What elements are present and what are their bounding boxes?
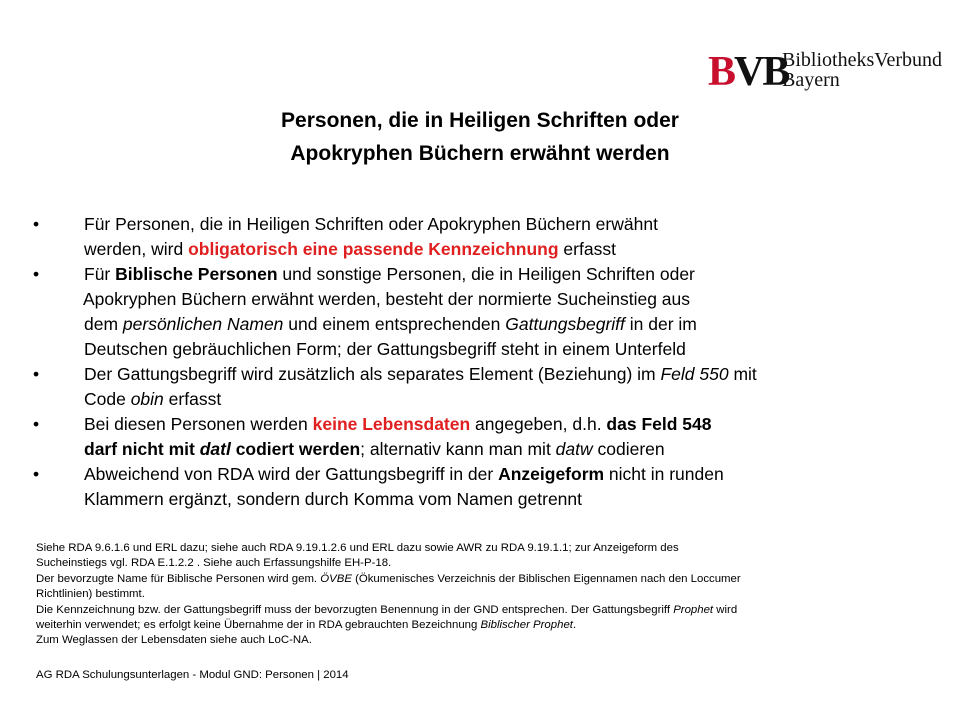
- footer-text: AG RDA Schulungsunterlagen - Modul GND: Personen | 2014: [36, 669, 349, 681]
- italic-text: Feld 550: [660, 364, 729, 384]
- bvb-logo: [708, 48, 948, 96]
- text: Der Gattungsbegriff wird zusätzlich als separates Element (Beziehung) im: [84, 364, 661, 384]
- text: in der im: [624, 314, 697, 334]
- bullet-marker: •: [33, 414, 40, 434]
- text: und sonstige Personen, die in Heiligen Schriften oder: [277, 264, 695, 284]
- bold-text: das Feld 548: [606, 414, 712, 434]
- text: und einem entsprechenden: [283, 314, 506, 334]
- bullet-marker: •: [33, 214, 40, 234]
- text: Die Kennzeichnung bzw. der Gattungsbegriff muss der bevorzugten Benennung in der GND entsprechen. Der Gattungsbegriff: [36, 603, 674, 616]
- title-line-1: Personen, die in Heiligen Schriften oder: [281, 109, 679, 132]
- italic-text: ÖVBE: [320, 572, 352, 585]
- bold-italic-text: datl: [199, 439, 231, 459]
- italic-text: Gattungsbegriff: [505, 314, 625, 334]
- page-title: [0, 104, 960, 170]
- bold-text: Anzeigeform: [498, 464, 605, 484]
- text: Für: [84, 264, 116, 284]
- bullet-marker: •: [33, 464, 40, 484]
- italic-text: datw: [555, 439, 593, 459]
- bullet-1-line-1: Für Personen, die in Heiligen Schriften oder Apokryphen Büchern erwähnt: [84, 214, 658, 234]
- bullet-2-line-2: Apokryphen Büchern erwähnt werden, besteht der normierte Sucheinstieg aus: [83, 289, 691, 309]
- bullet-5-line-1: [84, 462, 930, 487]
- bold-text: Biblische Personen: [115, 264, 278, 284]
- text: codieren: [592, 439, 665, 459]
- bullet-2-line-4: Deutschen gebräuchlichen Form; der Gattungsbegriff steht in einem Unterfeld: [84, 339, 686, 359]
- bullet-2-line-1: [84, 262, 930, 287]
- text: wird: [713, 603, 738, 616]
- italic-text: Biblischer Prophet: [480, 619, 573, 632]
- text: Der bevorzugte Name für Biblische Personen wird gem.: [36, 572, 321, 585]
- text: mit: [728, 364, 757, 384]
- bullet-marker: •: [33, 264, 40, 284]
- text: werden, wird: [84, 239, 189, 259]
- reference-notes: [36, 541, 916, 649]
- highlight-red: keine Lebensdaten: [312, 414, 471, 434]
- bold-text: darf nicht mit: [84, 439, 200, 459]
- bullet-4-line-1: [84, 412, 930, 437]
- text: dem: [84, 314, 123, 334]
- bullet-list: [30, 212, 930, 512]
- bold-text: codiert werden: [230, 439, 361, 459]
- bvb-logo-mark: BVB: [708, 49, 789, 95]
- bullet-item-4: [30, 412, 930, 462]
- text: nicht in runden: [604, 464, 724, 484]
- note-line-2: Sucheinstiegs vgl. RDA E.1.2.2 . Siehe auch Erfassungshilfe EH-P-18.: [36, 557, 392, 570]
- logo-line-1: BibliotheksVerbund: [782, 49, 942, 71]
- italic-text: obin: [130, 389, 164, 409]
- text: angegeben, d.h.: [470, 414, 607, 434]
- bullet-item-1: [30, 212, 930, 262]
- text: erfasst: [163, 389, 222, 409]
- bvb-logo-text: [782, 50, 942, 90]
- bullet-2-line-3: [84, 312, 930, 337]
- text: ; alternativ kann man mit: [360, 439, 556, 459]
- text: erfasst: [558, 239, 616, 259]
- bullet-item-2: [30, 262, 930, 362]
- italic-text: persönlichen Namen: [122, 314, 284, 334]
- text: .: [572, 619, 577, 632]
- note-line-7: Zum Weglassen der Lebensdaten siehe auch LoC-NA.: [36, 634, 312, 647]
- note-line-6: [36, 618, 916, 633]
- note-line-4: Richtlinien) bestimmt.: [36, 588, 145, 601]
- text: weiterhin verwendet; es erfolgt keine Übernahme der in RDA gebrauchten Bezeichnung: [36, 619, 481, 632]
- highlight-red: obligatorisch eine passende Kennzeichnung: [188, 239, 559, 259]
- logo-line-2: Bayern: [782, 69, 840, 91]
- bullet-3-line-1: [84, 362, 930, 387]
- italic-text: Prophet: [673, 603, 714, 616]
- bullet-marker: •: [33, 364, 40, 384]
- bullet-item-3: [30, 362, 930, 412]
- bullet-3-line-2: [84, 387, 930, 412]
- title-line-2: Apokryphen Büchern erwähnt werden: [290, 142, 670, 165]
- note-line-1: Siehe RDA 9.6.1.6 und ERL dazu; siehe auch RDA 9.19.1.2.6 und ERL dazu sowie AWR zu RDA 9.19.1.1; zur Anzeigeform des: [36, 542, 679, 554]
- bullet-item-5: [30, 462, 930, 512]
- text: (Ökumenisches Verzeichnis der Biblischen Eigennamen nach den Loccumer: [351, 572, 741, 585]
- text: Bei diesen Personen werden: [84, 414, 313, 434]
- bullet-5-line-2: Klammern ergänzt, sondern durch Komma vom Namen getrennt: [84, 489, 583, 509]
- note-line-3: [36, 572, 916, 587]
- text: Abweichend von RDA wird der Gattungsbegriff in der: [84, 464, 499, 484]
- bullet-1-line-2: [84, 237, 930, 262]
- note-line-5: [36, 603, 916, 618]
- text: Code: [84, 389, 131, 409]
- bullet-4-line-2: [84, 437, 930, 462]
